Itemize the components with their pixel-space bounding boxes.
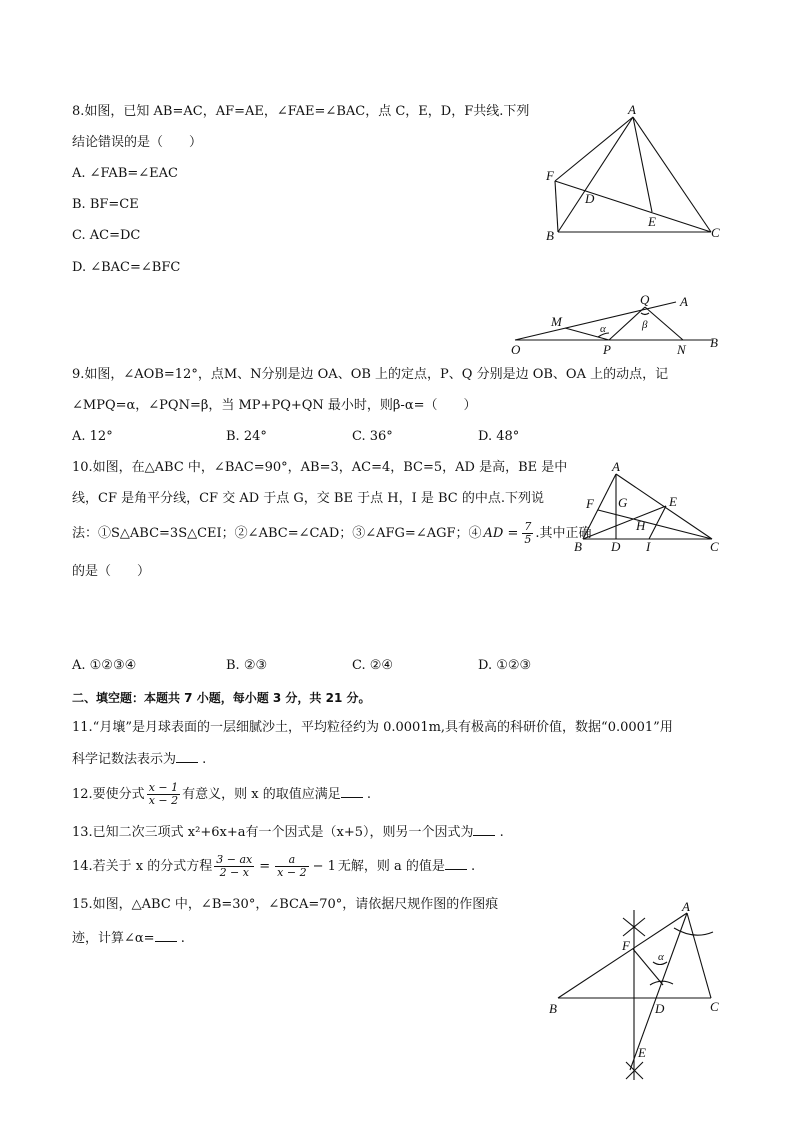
q9-option-c: C. 36° — [352, 429, 393, 444]
q10-label-i: I — [646, 539, 651, 554]
q8-option-b: B. BF=CE — [72, 197, 139, 212]
q9-option-b: B. 24° — [226, 429, 267, 444]
q8-stem-line2: 结论错误的是（ ） — [72, 135, 203, 150]
q15-label-a: A — [682, 899, 690, 914]
q15-label-c: C — [710, 999, 719, 1014]
q13-period: . — [499, 825, 504, 840]
q9-label-a: A — [680, 294, 688, 309]
q14-post: 无解，则 a 的值是 — [337, 859, 445, 874]
q8-stem-line1: 8.如图，已知 AB=AC，AF=AE，∠FAE=∠BAC，点 C，E，D，F共线.下列 — [72, 104, 530, 119]
q10-ad-label: AD = — [483, 526, 519, 541]
q8-option-c: C. AC=DC — [72, 228, 141, 243]
q8-label-b: B — [546, 228, 554, 243]
q8-label-c: C — [711, 225, 720, 240]
q10-option-b: B. ②③ — [226, 658, 268, 673]
q15-line2-text: 迹，计算∠α= — [72, 931, 155, 946]
q14-tail: − 1 — [312, 859, 336, 874]
q9-label-p: P — [603, 342, 611, 357]
q8-option-a: A. ∠FAB=∠EAC — [72, 166, 178, 181]
q14-left-denominator: 2 − x — [219, 866, 249, 879]
q10-label-e: E — [669, 494, 677, 509]
q10-stem-line2: 线，CF 是角平分线，CF 交 AD 于点 G，交 BE 于点 H，I 是 BC 的中点.下列说 — [72, 491, 544, 506]
q9-label-beta: β — [642, 319, 648, 331]
q10-stem-line1: 10.如图，在△ABC 中，∠BAC=90°，AB=3，AC=4，BC=5，AD 是高，BE 是中 — [72, 460, 568, 475]
section-heading: 二、填空题：本题共 7 小题，每小题 3 分，共 21 分。 — [72, 691, 371, 705]
q10-label-a: A — [612, 459, 620, 474]
q11-line2-text: 科学记数法表示为 — [72, 752, 177, 767]
q10-fraction-numerator: 7 — [524, 520, 532, 533]
q8-label-e: E — [648, 214, 656, 229]
q14-pre: 14.若关于 x 的分式方程 — [72, 859, 213, 874]
q14-period: . — [471, 859, 476, 874]
q10-label-g: G — [618, 495, 628, 510]
q10-stem-line3-a: 法：①S△ABC=3S△CEI；②∠ABC=∠CAD；③∠AFG=∠AGF；④ — [72, 526, 482, 541]
q11-line1: 11.“月壤”是月球表面的一层细腻沙土，平均粒径约为 0.0001m,具有极高的科研价值，数据“0.0001”用 — [72, 720, 673, 735]
q10-fraction-denominator: 5 — [524, 533, 532, 546]
q9-label-n: N — [677, 342, 686, 357]
q9-option-d: D. 48° — [478, 429, 520, 444]
q10-label-d: D — [611, 539, 621, 554]
q15-label-e: E — [638, 1045, 646, 1060]
q14-right-denominator: x − 2 — [277, 866, 307, 879]
q15-label-d: D — [655, 1001, 665, 1016]
q11-period: . — [202, 752, 207, 767]
q9-label-o: O — [511, 342, 521, 357]
q10-label-h: H — [636, 518, 646, 533]
q12-period: . — [366, 787, 371, 802]
q9-label-q: Q — [640, 292, 650, 307]
q12-fraction-denominator: x − 2 — [148, 794, 179, 807]
q8-label-f: F — [546, 168, 554, 183]
q10-option-c: C. ②④ — [352, 658, 394, 673]
q15-period: . — [180, 931, 185, 946]
q9-stem-line1: 9.如图，∠AOB=12°，点M、N分别是边 OA、OB 上的定点，P、Q 分别是边 OB、OA 上的动点，记 — [72, 367, 669, 382]
q14-equals: = — [259, 859, 271, 874]
q15-line1: 15.如图，△ABC 中，∠B=30°，∠BCA=70°，请依据尺规作图的作图痕 — [72, 897, 499, 912]
q10-option-a: A. ①②③④ — [72, 658, 137, 673]
q12-fraction-numerator: x − 1 — [148, 781, 179, 794]
q13-text: 13.已知二次三项式 x²+6x+a有一个因式是（x+5），则另一个因式为 — [72, 825, 474, 840]
q10-label-b: B — [574, 539, 582, 554]
q9-label-b: B — [710, 335, 718, 350]
q9-option-a: A. 12° — [72, 429, 113, 444]
q8-label-d: D — [585, 191, 595, 206]
q9-label-m: M — [551, 314, 562, 329]
q15-label-b: B — [549, 1001, 557, 1016]
q10-label-c: C — [710, 539, 719, 554]
q12-pre: 12.要使分式 — [72, 787, 145, 802]
q8-label-a: A — [628, 102, 636, 117]
q9-stem-line2: ∠MPQ=α，∠PQN=β，当 MP+PQ+QN 最小时，则β-α=（ ） — [72, 398, 477, 413]
q8-option-d: D. ∠BAC=∠BFC — [72, 260, 181, 275]
q14-right-numerator: a — [275, 854, 308, 867]
q10-option-d: D. ①②③ — [478, 658, 532, 673]
q10-stem-line3-b: .其中正确 — [535, 526, 592, 541]
q15-label-f: F — [622, 938, 630, 953]
q14-left-numerator: 3 − ax — [216, 853, 253, 866]
q15-label-alpha: α — [658, 951, 664, 963]
q10-stem-line4: 的是（ ） — [72, 564, 151, 579]
q12-post: 有意义，则 x 的取值应满足 — [182, 787, 341, 802]
q9-label-alpha: α — [600, 323, 606, 335]
q10-label-f: F — [586, 496, 594, 511]
